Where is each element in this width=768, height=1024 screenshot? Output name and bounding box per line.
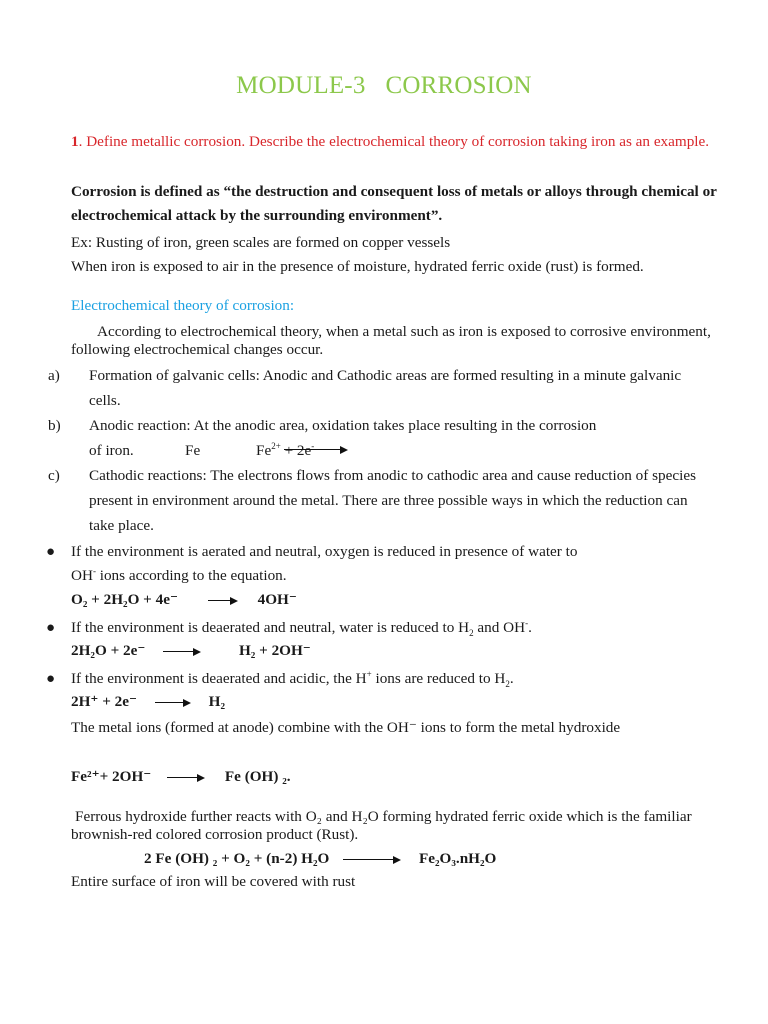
question-body: . Define metallic corrosion. Describe the electrochemical theory of corrosion taking iron as an example.	[78, 133, 710, 150]
closing-text: Entire surface of iron will be covered with rust	[71, 873, 356, 890]
eq2-right: H₂ + 2OH⁻	[238, 642, 311, 659]
list-text: Cathodic reactions: The electrons flows from anodic to cathodic area and cause reduction of species present in environment around the metal. There are three possible ways in which the reduction can take place.	[89, 467, 696, 534]
eq1-right: 4OH⁻	[257, 591, 297, 608]
arrow-icon	[208, 597, 238, 605]
anodic-arrow	[284, 446, 348, 454]
equation-3	[71, 692, 225, 711]
question-text	[71, 130, 721, 154]
bullet-text: If the environment is aerated and neutral, oxygen is reduced in presence of water to OH- ions according to the equation.	[71, 543, 578, 584]
arrow-icon	[163, 648, 201, 656]
list-marker: a)	[48, 367, 60, 384]
eq3-right: H₂	[208, 693, 225, 710]
page-title	[0, 72, 768, 100]
arrow-icon	[155, 699, 191, 707]
definition-text: Corrosion is defined as “the destruction and consequent loss of metals or alloys through chemical or electrochemical attack by the surrounding environment”.	[71, 183, 717, 224]
eq5-right: Fe₂O₃.nH₂O	[418, 850, 497, 867]
list-text: Anodic reaction: At the anodic area, oxidation takes place resulting in the corrosion	[89, 417, 597, 434]
arrow-icon	[167, 774, 205, 782]
equation-2	[71, 641, 311, 660]
eq1-left: O₂ + 2H₂O + 4e⁻	[71, 591, 178, 608]
hydroxide-text: The metal ions (formed at anode) combine with the OH⁻ ions to form the metal hydroxide	[71, 719, 621, 736]
list-text: Formation of galvanic cells: Anodic and Cathodic areas are formed resulting in a minute galvanic cells.	[89, 367, 682, 409]
eq2-left: 2H₂O + 2e⁻	[71, 642, 146, 659]
eq3-left: 2H⁺ + 2e⁻	[71, 693, 138, 710]
topic-label: CORROSION	[385, 72, 532, 99]
example-text: Ex: Rusting of iron, green scales are formed on copper vessels	[71, 234, 451, 251]
question-number: 1	[71, 133, 79, 150]
module-label: MODULE-3	[236, 72, 366, 99]
iron-exposed-text: When iron is exposed to air in the presence of moisture, hydrated ferric oxide (rust) is formed.	[71, 258, 644, 275]
equation-1	[71, 590, 297, 609]
eq4-left: Fe²⁺+ 2OH⁻	[71, 768, 152, 785]
list-marker: b)	[48, 417, 61, 434]
equation-4	[71, 767, 291, 786]
equation-5	[144, 850, 496, 868]
arrow-icon	[343, 856, 401, 864]
eq4-right: Fe (OH) ₂.	[224, 768, 291, 785]
bullet-icon: ●	[46, 544, 56, 560]
list-marker: c)	[48, 467, 60, 484]
bullet-text: If the environment is deaerated and neutral, water is reduced to $H_2$ and OH-.	[71, 617, 532, 639]
anodic-eq-right: $Fe^{2+} + 2e^-$	[256, 440, 315, 459]
theory-heading: Electrochemical theory of corrosion:	[71, 297, 295, 314]
ferrous-text: Ferrous hydroxide further reacts with O₂ and H₂O forming hydrated ferric oxide which is the familiar brownish-red colored corrosion product (Rust).	[71, 808, 692, 843]
bullet-text: If the environment is deaerated and acidic, the H+ ions are reduced to $H_2$.	[71, 668, 514, 690]
anodic-eq-left: Fe	[185, 442, 201, 459]
eq5-left: 2 Fe (OH) ₂ + O₂ + (n-2) H₂O	[144, 850, 330, 867]
bullet-icon: ●	[46, 620, 56, 636]
theory-intro: According to electrochemical theory, when a metal such as iron is exposed to corrosive environment, following electrochemical changes occur.	[71, 323, 711, 358]
list-item-b	[48, 413, 708, 463]
bullet-icon: ●	[46, 671, 56, 687]
list-text-cont: of iron.	[89, 442, 134, 459]
